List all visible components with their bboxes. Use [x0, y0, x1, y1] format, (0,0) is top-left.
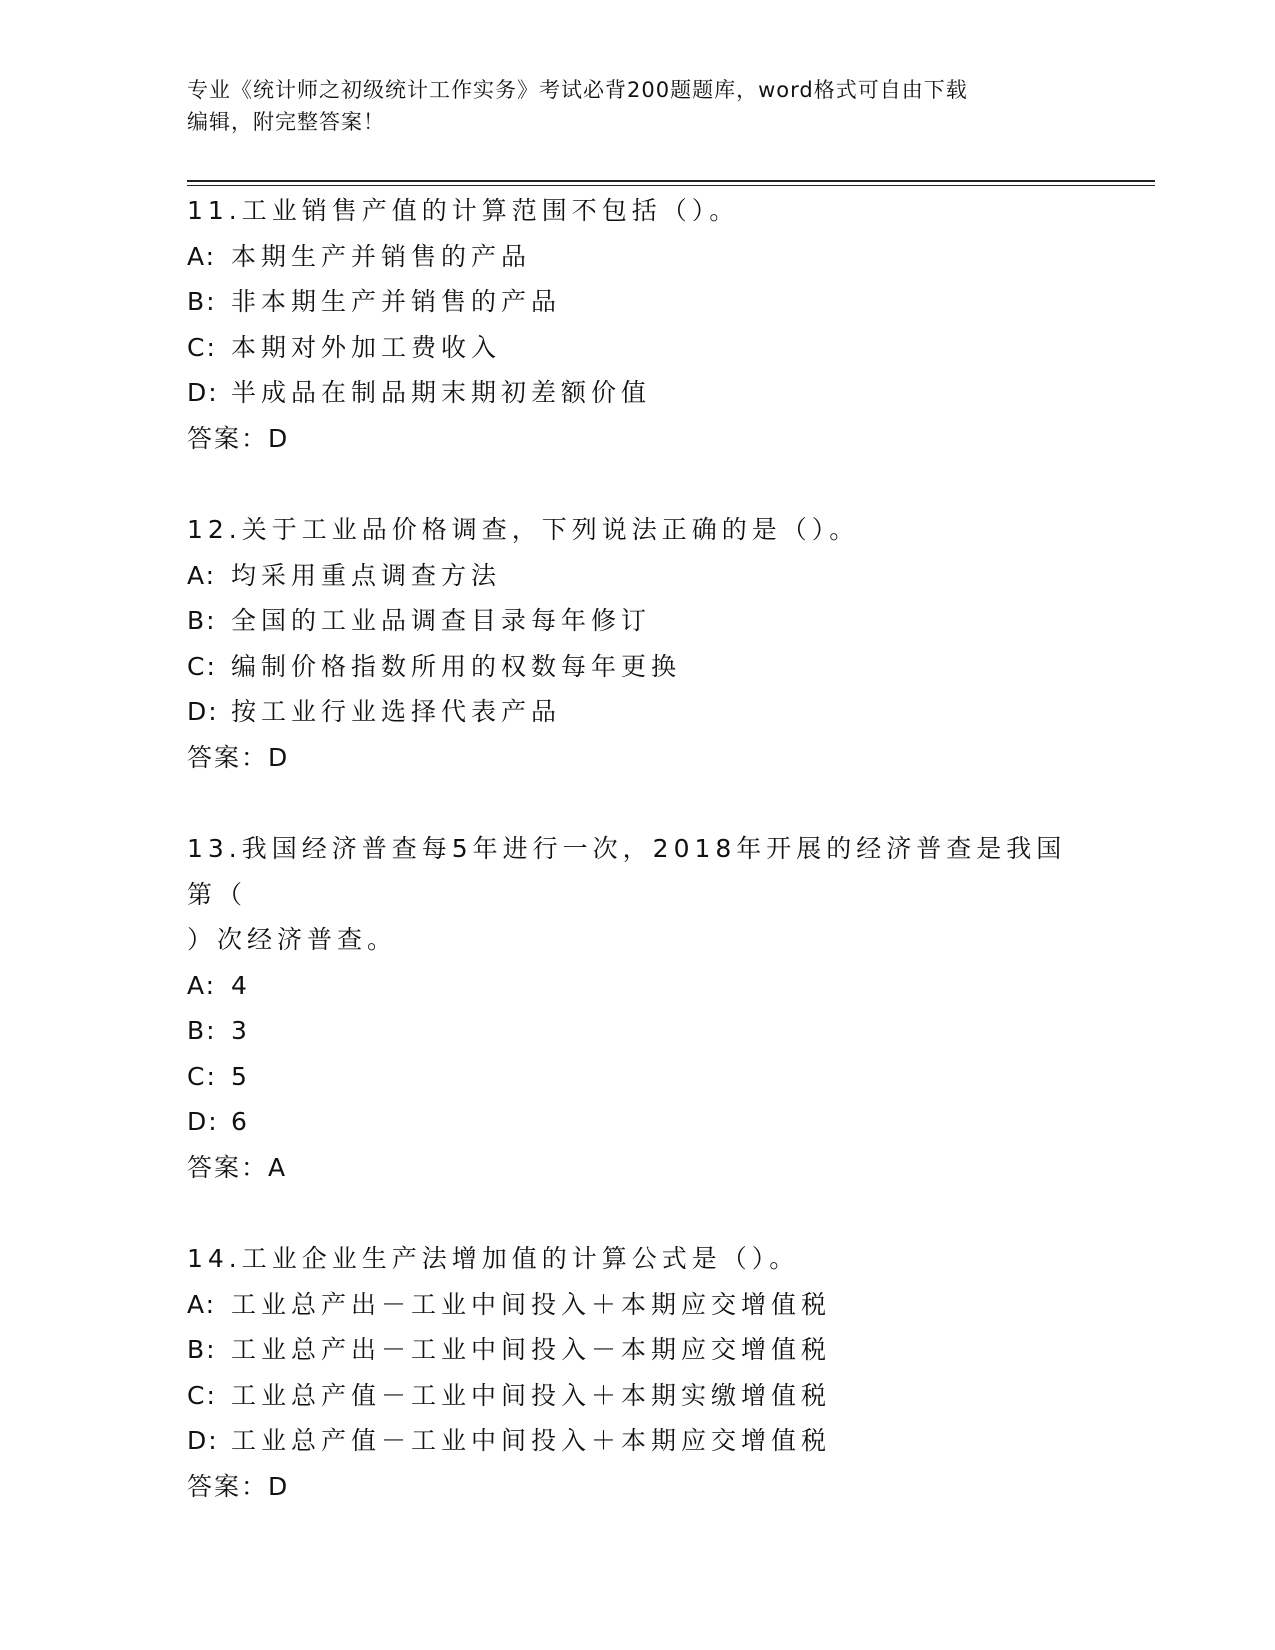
answer-line: 答案：D — [187, 1471, 290, 1501]
option-text: 均采用重点调查方法 — [231, 560, 502, 590]
option-text: 工业总产值－工业中间投入＋本期应交增值税 — [231, 1426, 832, 1455]
option-key: A: — [187, 560, 217, 590]
header-divider-thick — [187, 180, 1155, 182]
option-d — [187, 1418, 1087, 1464]
option-text: 编制价格指数所用的权数每年更换 — [231, 651, 682, 681]
option-a — [187, 234, 1087, 280]
option-d — [187, 689, 1087, 735]
option-b — [187, 1327, 1087, 1373]
option-key: D: — [187, 1107, 219, 1136]
option-text: 按工业行业选择代表产品 — [231, 697, 562, 726]
question-stem: 13.我国经济普查每5年进行一次，2018年开展的经济普查是我国第（ — [187, 834, 1067, 909]
question-stem: 14.工业企业生产法增加值的计算公式是（）。 — [187, 1244, 800, 1273]
option-d — [187, 1099, 1087, 1145]
answer-line: 答案：D — [187, 423, 290, 453]
option-d — [187, 370, 1087, 416]
option-text: 4 — [231, 970, 252, 1000]
option-c — [187, 1054, 1087, 1100]
option-text: 6 — [231, 1107, 252, 1136]
option-text: 半成品在制品期末期初差额价值 — [231, 378, 652, 407]
option-a — [187, 963, 1087, 1009]
option-c — [187, 644, 1087, 690]
option-key: D: — [187, 697, 219, 726]
option-c — [187, 325, 1087, 371]
option-text: 工业总产出－工业中间投入－本期应交增值税 — [231, 1335, 832, 1364]
option-text: 3 — [231, 1016, 252, 1045]
option-key: B: — [187, 287, 217, 316]
option-key: C: — [187, 1380, 217, 1410]
header-line-1: 专业《统计师之初级统计工作实务》考试必背200题题库，word格式可自由下载 — [187, 78, 968, 102]
answer-line: 答案：D — [187, 742, 290, 772]
option-b — [187, 279, 1087, 325]
option-key: C: — [187, 651, 217, 681]
question-stem: 12.关于工业品价格调查，下列说法正确的是（）。 — [187, 515, 860, 544]
option-text: 工业总产值－工业中间投入＋本期实缴增值税 — [231, 1380, 832, 1410]
question-item — [187, 1236, 1087, 1509]
option-text: 5 — [231, 1061, 252, 1091]
option-key: B: — [187, 1335, 217, 1364]
option-text: 非本期生产并销售的产品 — [231, 287, 562, 316]
question-stem-continued: ）次经济普查。 — [187, 925, 398, 954]
answer-line: 答案：A — [187, 1152, 288, 1182]
option-key: B: — [187, 606, 217, 635]
option-a — [187, 553, 1087, 599]
option-key: A: — [187, 1289, 217, 1319]
option-a — [187, 1282, 1087, 1328]
option-text: 全国的工业品调查目录每年修订 — [231, 606, 652, 635]
option-key: C: — [187, 332, 217, 362]
option-key: A: — [187, 241, 217, 271]
option-c — [187, 1373, 1087, 1419]
option-key: D: — [187, 1426, 219, 1455]
document-header — [187, 74, 1087, 138]
option-b — [187, 1008, 1087, 1054]
option-key: B: — [187, 1016, 217, 1045]
question-list — [187, 188, 1087, 1555]
question-item — [187, 507, 1087, 780]
option-key: C: — [187, 1061, 217, 1091]
option-text: 本期生产并销售的产品 — [231, 241, 532, 271]
option-key: A: — [187, 970, 217, 1000]
option-text: 本期对外加工费收入 — [231, 332, 502, 362]
option-key: D: — [187, 378, 219, 407]
question-item — [187, 188, 1087, 461]
question-item — [187, 826, 1087, 1190]
option-b — [187, 598, 1087, 644]
header-divider-thin — [187, 185, 1155, 186]
option-text: 工业总产出－工业中间投入＋本期应交增值税 — [231, 1289, 832, 1319]
header-line-2: 编辑，附完整答案！ — [187, 110, 385, 134]
question-stem: 11.工业销售产值的计算范围不包括（）。 — [187, 196, 740, 225]
